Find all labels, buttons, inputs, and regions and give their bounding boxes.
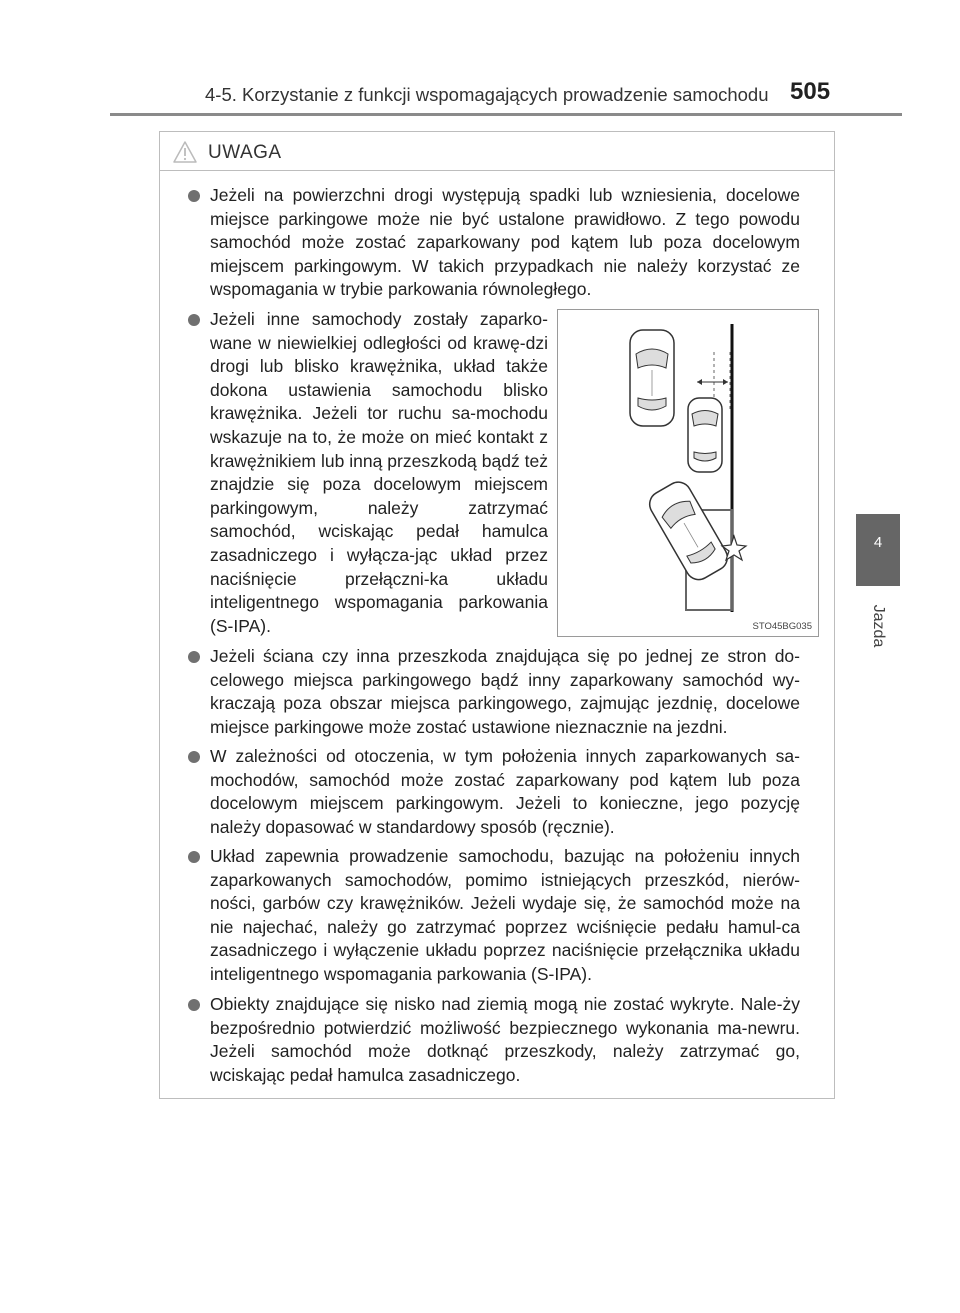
caution-title: UWAGA (208, 142, 282, 163)
caution-header (160, 132, 834, 171)
caution-item-text: Obiekty znajdujące się nisko nad ziemią mogą nie zostać wykryte. Nale-ży bezpośrednio potwierdzić możliwość bezpiecznego wykonania ma-newru. Jeżeli samochód może dotknąć przeszkody, należy zatrzymać go, wciskając pedał hamulca zasadniczego. (210, 994, 800, 1085)
bullet-icon (188, 751, 200, 763)
bullet-icon (188, 190, 200, 202)
parked-car-icon (630, 330, 674, 426)
header-rule (110, 113, 902, 116)
parked-car-icon (688, 398, 722, 472)
chapter-name (858, 596, 898, 656)
bullet-icon (188, 314, 200, 326)
caution-item (188, 645, 800, 739)
caution-item-text: Jeżeli na powierzchni drogi występują spadki lub wzniesienia, docelowe miejsce parkingowe może nie być ustalone prawidłowo. Z tego powodu samochód może zostać zaparkowany pod kątem lub poza docelowym miejscem parkingowym. W takich przypadkach nie należy korzystać ze wspomagania w trybie parkowania równoległego. (210, 185, 800, 300)
caution-item-text: Układ zapewnia prowadzenie samochodu, bazując na położeniu innych zaparkowanych samochodów, pomimo istniejących przeszkód, nierów-ności, garbów czy krawężników. Jeżeli wydaje się, że samochód może na nie najechać, należy go zatrzymać poprzez wciśnięcie pedału hamul-ca zasadniczego i wyłączenie układu poprzez naciśnięcie przełącznika układu inteligentnego wspomagania parkowania (S-IPA). (210, 846, 800, 984)
caution-item-text: W zależności od otoczenia, w tym położenia innych zaparkowanych sa-mochodów, samochód może zostać zaparkowany pod kątem lub poza docelowym miejscem parkingowym. Jeżeli to konieczne, jego pozycję należy dopasować w standardowy sposób (ręcznie). (210, 746, 800, 837)
bullet-icon (188, 851, 200, 863)
warning-triangle-icon (172, 140, 198, 164)
caution-item (188, 745, 800, 839)
caution-item-text: Jeżeli inne samochody zostały zaparko-wane w niewielkiej odległości od krawę-dzi drogi lub blisko krawężnika, układ także dokona ustawienia samochodu blisko krawężnika. Jeżeli tor ruchu sa-mochodu wskazuje na to, że może on mieć kontakt z krawężnikiem lub inną przeszkodą bądź też znajdzie się poza docelowym miejscem parkingowym, należy zatrzymać samochód, wciskając pedał hamulca zasadniczego i wyłącza-jąc układ przez naciśnięcie przełączni-ka układu inteligentnego wspomagania parkowania (S-IPA). (210, 309, 548, 636)
caution-item (188, 308, 548, 638)
caution-item-text: Jeżeli ściana czy inna przeszkoda znajdująca się po jednej ze stron do-celowego miejsca parkingowego bądź inny zaparkowany samochód wy-kraczają poza obszar miejsca parkingowego, zajmując jezdnię, docelowe miejsce parkingowe może zostać ustawione nieznacznie na jezdni. (210, 646, 800, 737)
parking-diagram (558, 310, 818, 636)
page-number: 505 (790, 78, 831, 105)
caution-item (188, 184, 800, 302)
header-section-title: 4-5. Korzystanie z funkcji wspomagających prowadzenie samochodu (205, 84, 769, 105)
caution-box (159, 131, 835, 1099)
caution-item (188, 993, 800, 1087)
figure-code: STO45BG035 (752, 621, 812, 632)
caution-item (188, 845, 800, 987)
chapter-tab: 4 (856, 514, 900, 586)
bullet-icon (188, 999, 200, 1011)
parking-figure (557, 309, 819, 637)
chapter-name-label: Jazda (870, 604, 887, 648)
maneuvering-car-icon (645, 477, 732, 584)
bullet-icon (188, 651, 200, 663)
